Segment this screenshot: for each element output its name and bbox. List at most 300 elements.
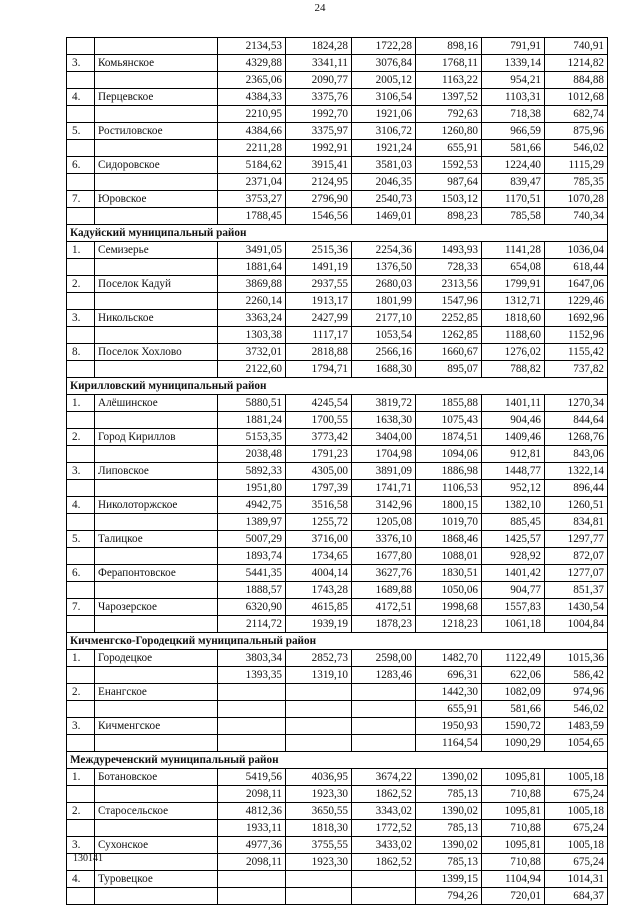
value-col-4: 728,33 <box>416 259 482 276</box>
value-col-5: 1448,77 <box>482 463 545 480</box>
row-number: 4. <box>67 871 95 888</box>
value-col-6: 875,96 <box>545 123 608 140</box>
value-col-6: 1014,31 <box>545 871 608 888</box>
value-col-2: 3341,11 <box>286 55 352 72</box>
table-row <box>67 616 608 633</box>
value-col-2: 3755,55 <box>286 837 352 854</box>
row-number: 2. <box>67 276 95 293</box>
settlement-name: Ростиловское <box>95 123 218 140</box>
settlement-name: Сидоровское <box>95 157 218 174</box>
value-col-5: 581,66 <box>482 701 545 718</box>
value-col-5: 581,66 <box>482 140 545 157</box>
value-col-3: 2680,03 <box>352 276 416 293</box>
value-col-5: 720,01 <box>482 888 545 905</box>
value-col-4: 1075,43 <box>416 412 482 429</box>
settlement-name: Старосельское <box>95 803 218 820</box>
value-col-5: 1170,51 <box>482 191 545 208</box>
row-number <box>67 786 95 803</box>
row-number: 2. <box>67 684 95 701</box>
value-col-5: 1409,46 <box>482 429 545 446</box>
value-col-2: 4245,54 <box>286 395 352 412</box>
value-col-3: 3376,10 <box>352 531 416 548</box>
value-col-3: 1921,24 <box>352 140 416 157</box>
value-col-6: 785,35 <box>545 174 608 191</box>
value-col-3: 1741,71 <box>352 480 416 497</box>
value-col-2: 4305,00 <box>286 463 352 480</box>
table-row <box>67 650 608 667</box>
value-col-3 <box>352 871 416 888</box>
value-col-4: 2313,56 <box>416 276 482 293</box>
table-row <box>67 497 608 514</box>
value-col-3: 1862,52 <box>352 854 416 871</box>
value-col-4: 1886,98 <box>416 463 482 480</box>
value-col-2: 1700,55 <box>286 412 352 429</box>
table-row <box>67 565 608 582</box>
value-col-3: 3404,00 <box>352 429 416 446</box>
row-number <box>67 888 95 905</box>
value-col-4: 785,13 <box>416 786 482 803</box>
value-col-1: 2134,53 <box>218 38 286 55</box>
settlement-name <box>95 174 218 191</box>
value-col-2: 1319,10 <box>286 667 352 684</box>
settlement-name: Алёшинское <box>95 395 218 412</box>
value-col-5: 1799,91 <box>482 276 545 293</box>
value-col-3: 1689,88 <box>352 582 416 599</box>
value-col-4: 1950,93 <box>416 718 482 735</box>
table-row <box>67 276 608 293</box>
table-row <box>67 89 608 106</box>
row-number: 2. <box>67 803 95 820</box>
value-col-4: 1482,70 <box>416 650 482 667</box>
value-col-1: 5153,35 <box>218 429 286 446</box>
value-col-3: 3142,96 <box>352 497 416 514</box>
table-row <box>67 684 608 701</box>
value-col-5: 1090,29 <box>482 735 545 752</box>
value-col-2 <box>286 871 352 888</box>
value-col-1 <box>218 888 286 905</box>
value-col-2: 3650,55 <box>286 803 352 820</box>
value-col-5: 785,58 <box>482 208 545 225</box>
value-col-3: 1878,23 <box>352 616 416 633</box>
table-row <box>67 820 608 837</box>
row-number: 6. <box>67 157 95 174</box>
value-col-6: 1214,82 <box>545 55 608 72</box>
row-number <box>67 548 95 565</box>
table-row <box>67 548 608 565</box>
row-number <box>67 140 95 157</box>
settlement-name <box>95 446 218 463</box>
value-col-3: 1638,30 <box>352 412 416 429</box>
settlement-name: Городецкое <box>95 650 218 667</box>
value-col-1: 1303,38 <box>218 327 286 344</box>
value-col-3: 3581,03 <box>352 157 416 174</box>
value-col-6: 974,96 <box>545 684 608 701</box>
value-col-2: 2796,90 <box>286 191 352 208</box>
value-col-6: 1012,68 <box>545 89 608 106</box>
settlement-name <box>95 293 218 310</box>
value-col-2: 1992,91 <box>286 140 352 157</box>
settlement-name: Поселок Кадуй <box>95 276 218 293</box>
value-col-2: 4004,14 <box>286 565 352 582</box>
value-col-2: 3773,42 <box>286 429 352 446</box>
value-col-6: 675,24 <box>545 820 608 837</box>
value-col-6: 1270,34 <box>545 395 608 412</box>
value-col-4: 1442,30 <box>416 684 482 701</box>
value-col-5: 710,88 <box>482 854 545 871</box>
value-col-6: 1430,54 <box>545 599 608 616</box>
value-col-2: 1546,56 <box>286 208 352 225</box>
row-number <box>67 701 95 718</box>
value-col-5: 1339,14 <box>482 55 545 72</box>
value-col-4: 792,63 <box>416 106 482 123</box>
settlement-name: Кичменгское <box>95 718 218 735</box>
table-row <box>67 514 608 531</box>
value-col-6: 1277,07 <box>545 565 608 582</box>
row-number: 1. <box>67 395 95 412</box>
tariff-table <box>66 37 608 905</box>
value-col-5: 710,88 <box>482 786 545 803</box>
value-col-6: 1005,18 <box>545 769 608 786</box>
value-col-1: 2038,48 <box>218 446 286 463</box>
row-number <box>67 412 95 429</box>
row-number: 8. <box>67 344 95 361</box>
value-col-4: 1399,15 <box>416 871 482 888</box>
row-number: 4. <box>67 497 95 514</box>
value-col-2: 1797,39 <box>286 480 352 497</box>
value-col-6: 675,24 <box>545 786 608 803</box>
value-col-4: 1019,70 <box>416 514 482 531</box>
value-col-1: 1393,35 <box>218 667 286 684</box>
settlement-name: Чарозерское <box>95 599 218 616</box>
value-col-5: 1401,42 <box>482 565 545 582</box>
row-number <box>67 480 95 497</box>
value-col-6: 1054,65 <box>545 735 608 752</box>
value-col-4: 1390,02 <box>416 803 482 820</box>
value-col-4: 655,91 <box>416 701 482 718</box>
value-col-2: 2937,55 <box>286 276 352 293</box>
value-col-1: 1788,45 <box>218 208 286 225</box>
value-col-3: 2566,16 <box>352 344 416 361</box>
row-number: 6. <box>67 565 95 582</box>
value-col-3: 1283,46 <box>352 667 416 684</box>
settlement-name <box>95 786 218 803</box>
settlement-name <box>95 701 218 718</box>
row-number <box>67 72 95 89</box>
value-col-2: 1734,65 <box>286 548 352 565</box>
value-col-2 <box>286 735 352 752</box>
value-col-1: 5419,56 <box>218 769 286 786</box>
value-col-5: 1082,09 <box>482 684 545 701</box>
value-col-3 <box>352 735 416 752</box>
value-col-6: 851,37 <box>545 582 608 599</box>
table-row <box>67 599 608 616</box>
settlement-name: Липовское <box>95 463 218 480</box>
value-col-3: 1469,01 <box>352 208 416 225</box>
settlement-name <box>95 259 218 276</box>
value-col-1: 3869,88 <box>218 276 286 293</box>
value-col-2 <box>286 888 352 905</box>
value-col-6: 1015,36 <box>545 650 608 667</box>
value-col-1: 3363,24 <box>218 310 286 327</box>
value-col-5: 718,38 <box>482 106 545 123</box>
settlement-name <box>95 327 218 344</box>
value-col-3: 3106,72 <box>352 123 416 140</box>
value-col-5: 1590,72 <box>482 718 545 735</box>
value-col-1: 6320,90 <box>218 599 286 616</box>
row-number: 7. <box>67 599 95 616</box>
row-number <box>67 38 95 55</box>
value-col-5: 954,21 <box>482 72 545 89</box>
value-col-3: 1053,54 <box>352 327 416 344</box>
table-row <box>67 174 608 191</box>
value-col-4: 1088,01 <box>416 548 482 565</box>
value-col-5: 1425,57 <box>482 531 545 548</box>
settlement-name <box>95 667 218 684</box>
value-col-3 <box>352 701 416 718</box>
value-col-6: 896,44 <box>545 480 608 497</box>
district-name: Кадуйский муниципальный район <box>67 225 608 242</box>
table-row <box>67 667 608 684</box>
row-number: 3. <box>67 55 95 72</box>
settlement-name <box>95 820 218 837</box>
value-col-3 <box>352 888 416 905</box>
value-col-2 <box>286 701 352 718</box>
value-col-5: 885,45 <box>482 514 545 531</box>
row-number <box>67 327 95 344</box>
table-row <box>67 55 608 72</box>
value-col-6: 834,81 <box>545 514 608 531</box>
value-col-1: 2122,60 <box>218 361 286 378</box>
value-col-3: 2254,36 <box>352 242 416 259</box>
table-row <box>67 803 608 820</box>
row-number <box>67 735 95 752</box>
value-col-4: 2252,85 <box>416 310 482 327</box>
value-col-5: 1122,49 <box>482 650 545 667</box>
value-col-4: 895,07 <box>416 361 482 378</box>
value-col-3: 2005,12 <box>352 72 416 89</box>
value-col-6: 884,88 <box>545 72 608 89</box>
table-row <box>67 735 608 752</box>
page-number: 24 <box>314 2 326 14</box>
value-col-1 <box>218 701 286 718</box>
value-col-1: 3753,27 <box>218 191 286 208</box>
value-col-2 <box>286 684 352 701</box>
table-row <box>67 854 608 871</box>
value-col-3: 1801,99 <box>352 293 416 310</box>
value-col-3 <box>352 718 416 735</box>
row-number <box>67 293 95 310</box>
value-col-2: 1794,71 <box>286 361 352 378</box>
value-col-2: 1824,28 <box>286 38 352 55</box>
value-col-4: 1830,51 <box>416 565 482 582</box>
value-col-5: 904,77 <box>482 582 545 599</box>
value-col-6: 1229,46 <box>545 293 608 310</box>
settlement-name <box>95 548 218 565</box>
value-col-1: 5880,51 <box>218 395 286 412</box>
value-col-4: 1592,53 <box>416 157 482 174</box>
row-number: 5. <box>67 531 95 548</box>
table-row <box>67 837 608 854</box>
value-col-5: 1312,71 <box>482 293 545 310</box>
table-row <box>67 769 608 786</box>
value-col-6: 1036,04 <box>545 242 608 259</box>
table-row <box>67 701 608 718</box>
value-col-5: 1188,60 <box>482 327 545 344</box>
value-col-5: 622,06 <box>482 667 545 684</box>
value-col-5: 1224,40 <box>482 157 545 174</box>
value-col-6: 1152,96 <box>545 327 608 344</box>
value-col-6: 1268,76 <box>545 429 608 446</box>
value-col-2: 3375,76 <box>286 89 352 106</box>
value-col-1: 1389,97 <box>218 514 286 531</box>
value-col-1: 3491,05 <box>218 242 286 259</box>
value-col-2: 1743,28 <box>286 582 352 599</box>
settlement-name: Город Кириллов <box>95 429 218 446</box>
value-col-1: 4812,36 <box>218 803 286 820</box>
value-col-3: 2598,00 <box>352 650 416 667</box>
value-col-4: 1260,80 <box>416 123 482 140</box>
settlement-name: Енангское <box>95 684 218 701</box>
value-col-1: 2098,11 <box>218 854 286 871</box>
value-col-4: 655,91 <box>416 140 482 157</box>
settlement-name <box>95 72 218 89</box>
row-number: 4. <box>67 89 95 106</box>
settlement-name <box>95 361 218 378</box>
table-row <box>67 293 608 310</box>
settlement-name <box>95 582 218 599</box>
value-col-1: 5892,33 <box>218 463 286 480</box>
value-col-2: 2124,95 <box>286 174 352 191</box>
table-row <box>67 446 608 463</box>
value-col-4: 1390,02 <box>416 769 482 786</box>
value-col-2: 3716,00 <box>286 531 352 548</box>
value-col-3: 1862,52 <box>352 786 416 803</box>
row-number <box>67 667 95 684</box>
table-row <box>67 480 608 497</box>
value-col-5: 1095,81 <box>482 837 545 854</box>
row-number: 1. <box>67 769 95 786</box>
settlement-name <box>95 480 218 497</box>
value-col-5: 1095,81 <box>482 803 545 820</box>
value-col-4: 1547,96 <box>416 293 482 310</box>
value-col-4: 1855,88 <box>416 395 482 412</box>
value-col-2: 2090,77 <box>286 72 352 89</box>
value-col-4: 1874,51 <box>416 429 482 446</box>
table-row <box>67 140 608 157</box>
value-col-4: 1164,54 <box>416 735 482 752</box>
table-row <box>67 361 608 378</box>
row-number: 3. <box>67 837 95 854</box>
row-number: 1. <box>67 650 95 667</box>
row-number: 3. <box>67 718 95 735</box>
district-header-row <box>67 225 608 242</box>
value-col-6: 1647,06 <box>545 276 608 293</box>
value-col-2: 1818,30 <box>286 820 352 837</box>
table-row <box>67 191 608 208</box>
table-row <box>67 344 608 361</box>
value-col-5: 904,46 <box>482 412 545 429</box>
row-number <box>67 514 95 531</box>
value-col-6: 1297,77 <box>545 531 608 548</box>
value-col-5: 1382,10 <box>482 497 545 514</box>
value-col-3: 3106,54 <box>352 89 416 106</box>
table-row <box>67 208 608 225</box>
value-col-5: 1141,28 <box>482 242 545 259</box>
district-name: Междуреченский муниципальный район <box>67 752 608 769</box>
value-col-6: 1483,59 <box>545 718 608 735</box>
value-col-5: 710,88 <box>482 820 545 837</box>
value-col-4: 1397,52 <box>416 89 482 106</box>
settlement-name: Перцевское <box>95 89 218 106</box>
table-row <box>67 871 608 888</box>
value-col-1: 4329,88 <box>218 55 286 72</box>
value-col-3: 3674,22 <box>352 769 416 786</box>
value-col-3 <box>352 684 416 701</box>
settlement-name: Ботановское <box>95 769 218 786</box>
value-col-2: 3915,41 <box>286 157 352 174</box>
value-col-3: 1205,08 <box>352 514 416 531</box>
value-col-2: 1491,19 <box>286 259 352 276</box>
settlement-name <box>95 854 218 871</box>
table-row <box>67 888 608 905</box>
value-col-5: 1276,02 <box>482 344 545 361</box>
value-col-1: 4384,66 <box>218 123 286 140</box>
value-col-4: 696,31 <box>416 667 482 684</box>
value-col-2: 1255,72 <box>286 514 352 531</box>
value-col-2: 4036,95 <box>286 769 352 786</box>
value-col-5: 1103,31 <box>482 89 545 106</box>
settlement-name <box>95 38 218 55</box>
value-col-1: 2210,95 <box>218 106 286 123</box>
value-col-1: 4942,75 <box>218 497 286 514</box>
row-number <box>67 208 95 225</box>
value-col-3: 2046,35 <box>352 174 416 191</box>
value-col-3: 1921,06 <box>352 106 416 123</box>
value-col-1: 2260,14 <box>218 293 286 310</box>
district-header-row <box>67 752 608 769</box>
value-col-1 <box>218 684 286 701</box>
value-col-4: 1660,67 <box>416 344 482 361</box>
settlement-name <box>95 208 218 225</box>
settlement-name <box>95 106 218 123</box>
row-number <box>67 259 95 276</box>
value-col-6: 843,06 <box>545 446 608 463</box>
district-name: Кичменгско-Городецкий муниципальный район <box>67 633 608 650</box>
settlement-name <box>95 412 218 429</box>
value-col-1 <box>218 718 286 735</box>
value-col-6: 1155,42 <box>545 344 608 361</box>
value-col-6: 740,91 <box>545 38 608 55</box>
value-col-5: 791,91 <box>482 38 545 55</box>
value-col-2: 1923,30 <box>286 854 352 871</box>
value-col-1: 3732,01 <box>218 344 286 361</box>
value-col-1 <box>218 735 286 752</box>
value-col-6: 872,07 <box>545 548 608 565</box>
table-row <box>67 582 608 599</box>
value-col-4: 1503,12 <box>416 191 482 208</box>
table-row <box>67 123 608 140</box>
value-col-3: 1677,80 <box>352 548 416 565</box>
settlement-name: Комьянское <box>95 55 218 72</box>
value-col-5: 1818,60 <box>482 310 545 327</box>
value-col-4: 1768,11 <box>416 55 482 72</box>
table-row <box>67 242 608 259</box>
value-col-2: 2852,73 <box>286 650 352 667</box>
row-number: 3. <box>67 463 95 480</box>
table-row <box>67 327 608 344</box>
value-col-6: 682,74 <box>545 106 608 123</box>
value-col-3: 4172,51 <box>352 599 416 616</box>
